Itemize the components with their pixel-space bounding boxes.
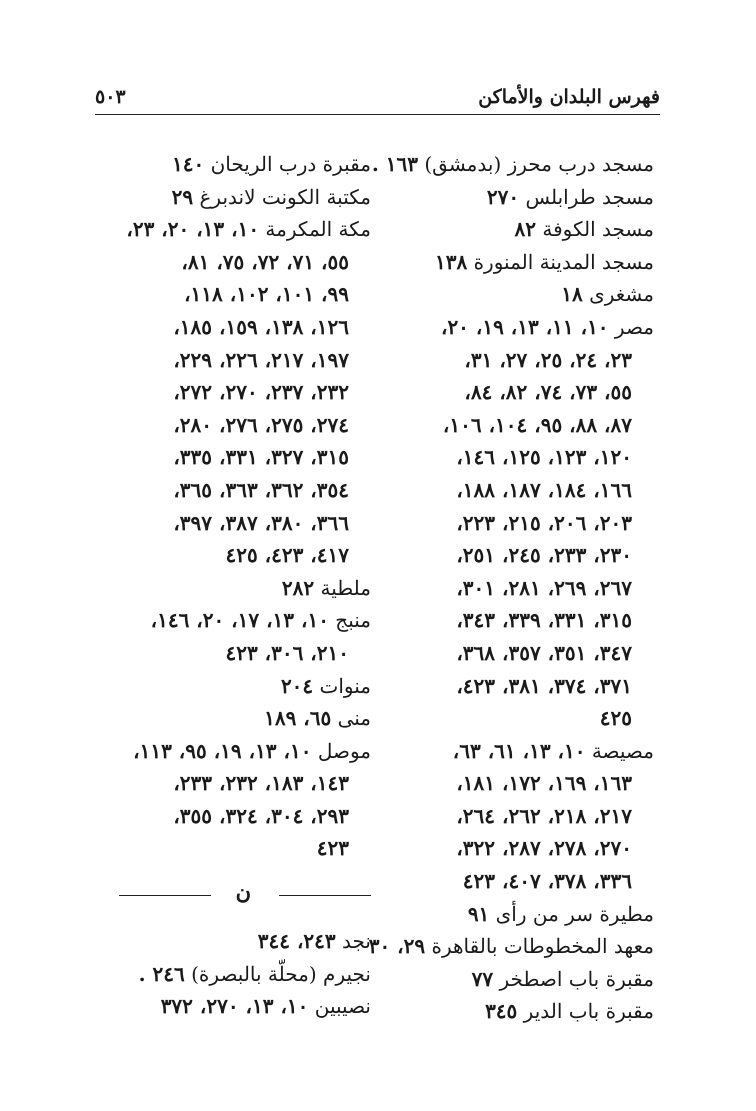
entry-page-numbers: ٢٠٤ [280,673,314,698]
index-entry [101,311,371,344]
entry-term: مسجد الكوفة [542,217,654,242]
index-entry [101,539,371,572]
index-entry [379,311,654,344]
entry-page-numbers: ١٤٣، ١٨٣، ٢٣٢، ٢٣٣، [173,771,349,796]
index-entry [379,507,654,540]
index-entry [101,213,371,246]
entry-page-numbers: ١٠، ١٣، ١٩، ٩٥، ١١٣، [133,738,312,763]
index-entry [101,670,371,703]
index-entry [101,637,371,670]
entry-page-numbers: ٢٧٠ [486,184,520,209]
entry-page-numbers: ٢٣٢، ٢٣٧، ٢٧٠، ٢٧٢، [173,380,349,405]
index-entry [101,735,371,768]
entry-page-numbers: ٢٩ [171,184,194,209]
index-entry [379,670,654,703]
index-entry [379,604,654,637]
entry-page-numbers: ١٠، ١٣، ٢٠، ٢٣، [126,217,260,242]
entry-page-numbers: ٢١٧، ٢١٨، ٢٦٢، ٢٦٤، [456,803,632,828]
entry-term: مقبرة درب الريحان [210,152,371,176]
entry-page-numbers: ٢٩٣، ٣٠٤، ٣٢٤، ٣٥٥، [173,803,349,828]
entry-page-numbers: ٤١٧، ٤٢٣، ٤٢٥ [225,543,349,568]
index-entry [101,278,371,311]
entry-page-numbers: ٢٣٠، ٢٣٣، ٢٤٥، ٢٥١، [456,543,632,568]
running-title: فهرس البلدان والأماكن [478,86,660,108]
index-entry [379,344,654,377]
entry-term: مصيصة [591,738,654,763]
entry-term: ملطية [320,575,371,600]
index-entry [379,572,654,605]
entry-page-numbers: ٥٥، ٧١، ٧٢، ٧٥، ٨١، [181,249,349,274]
index-entry [379,409,654,442]
divider-rule [279,895,371,896]
entry-term: مقبرة باب اصطخر [499,966,654,991]
entry-page-numbers: ١٣٨ [434,249,468,274]
entry-page-numbers: ١٠، ١١، ١٣، ١٩، ٢٠، [440,314,609,339]
entry-page-numbers: ٩٩، ١٠١، ١٠٢، ١١٨، [184,282,349,307]
entry-page-numbers: ٢٣، ٢٤، ٢٥، ٢٧، ٣١، [464,347,632,372]
entry-page-numbers: ٢٠٣، ٢٠٦، ٢١٥، ٢٢٣، [456,510,632,535]
entry-term: مطيرة سر من رأى [495,901,654,926]
index-entry [379,181,654,214]
index-entry [101,925,371,958]
index-entry [379,637,654,670]
index-entry [379,441,654,474]
index-entry [379,832,654,865]
entry-page-numbers: ٩١ [467,901,490,926]
entry-page-numbers: ٢١٠، ٣٠٦، ٤٢٣ [225,640,349,665]
entry-page-numbers: ٨٢ [514,217,536,242]
index-entry [379,995,654,1028]
entry-term: مقبرة باب الدير [523,999,654,1024]
entry-page-numbers: ٤٢٥ [599,706,632,731]
index-entry [371,148,654,181]
entry-term: نجيرم (محلّة بالبصرة) [191,961,371,986]
entry-page-numbers: ٦٥، ١٨٩ [264,706,332,731]
entry-page-numbers: ١٩٧، ٢١٧، ٢٢٦، ٢٢٩، [173,347,349,372]
index-entry [379,963,654,996]
index-entry [379,213,654,246]
entry-page-numbers: ٣٥٤، ٣٦٢، ٣٦٣، ٣٦٥، [173,477,349,502]
entry-page-numbers: ٢٩، ٣٠ [368,934,426,959]
entry-page-numbers: ٣٦٦، ٣٨٠، ٣٨٧، ٣٩٧، [173,510,349,535]
entry-term: مكتبة الكونت لاندبرغ [199,184,371,209]
entry-page-numbers: ١٤٠ [171,152,205,176]
entry-term: منى [337,706,371,731]
section-divider [101,865,371,925]
index-entry [101,990,371,1023]
index-entry [101,441,371,474]
index-entry [101,181,371,214]
index-entries-meem [101,148,371,865]
section-letter: ن [235,879,251,905]
index-entry [101,246,371,279]
entry-page-numbers: ٢٨٢ [281,575,315,600]
entry-page-numbers: ٨٧، ٨٨، ٩٥، ١٠٤، ١٠٦، [442,412,632,437]
index-entry [101,572,371,605]
index-entry [101,800,371,833]
index-entry [101,832,371,865]
entry-page-numbers: ٤٢٣ [316,836,349,861]
entry-term: موصل [317,738,371,763]
entry-page-numbers: ١٦٦، ١٨٤، ١٨٧، ١٨٨، [456,477,632,502]
entry-page-numbers: ٢٧٤، ٢٧٥، ٢٧٦، ٢٨٠، [173,412,349,437]
index-entry [101,474,371,507]
entry-page-numbers: ٣٤٥ [485,999,518,1024]
index-entry [379,767,654,800]
index-column-right [368,148,654,1028]
page-number: ٥٠٣ [95,86,126,108]
entry-page-numbers: ٣٧١، ٣٧٤، ٣٨١، ٤٢٣، [456,673,632,698]
entry-term: مصر [614,314,654,339]
entry-page-numbers: ١٠، ١٣، ٢٧٠، ٣٧٢ [160,994,309,1019]
entry-term: مكة المكرمة [265,217,371,242]
page-header [95,84,660,115]
index-entry [379,539,654,572]
entry-page-numbers: ١٦٣ . [371,152,418,176]
index-entry [101,604,371,637]
entry-page-numbers: ١٠، ١٣، ١٧، ٢٠، ١٤٦، [150,608,329,633]
index-entry [101,344,371,377]
entry-page-numbers: ١٢٠، ١٢٣، ١٢٥، ١٤٦، [456,445,632,470]
entry-term: مسجد المدينة المنورة [473,249,654,274]
index-entry [368,930,654,963]
index-column-left [101,148,371,1023]
index-entry [101,376,371,409]
entry-term: معهد المخطوطات بالقاهرة [431,934,654,959]
index-entry [101,507,371,540]
index-entry [379,246,654,279]
index-entry [101,409,371,442]
entry-page-numbers: ٢٤٦ . [138,961,185,986]
index-entry [101,702,371,735]
entry-page-numbers: ١٠، ١٣، ٦١، ٦٣، [452,738,586,763]
divider-rule [119,895,211,896]
index-entry [101,958,371,991]
index-entry [101,767,371,800]
entry-term: مسجد درب محرز (بدمشق) [424,152,654,176]
entry-term: منوات [319,673,371,698]
entry-page-numbers: ٣٣٦، ٣٧٨، ٤٠٧، ٤٢٣ [462,869,632,894]
entry-page-numbers: ٧٧ [471,966,494,991]
index-entry [379,898,654,931]
entry-page-numbers: ١٦٣، ١٦٩، ١٧٢، ١٨١، [456,771,632,796]
entry-page-numbers: ٢٦٧، ٢٦٩، ٢٨١، ٣٠١، [456,575,632,600]
entry-term: مشغرى [589,282,654,307]
entry-page-numbers: ١٨ [561,282,583,307]
index-entry [379,735,654,768]
entry-page-numbers: ٣١٥، ٣٣١، ٣٣٩، ٣٤٣، [456,608,632,633]
index-entry [379,800,654,833]
entry-page-numbers: ٣١٥، ٣٢٧، ٣٣١، ٣٣٥، [173,445,349,470]
index-entry [101,148,371,181]
index-entry [379,702,654,735]
entry-page-numbers: ١٢٦، ١٣٨، ١٥٩، ١٨٥، [173,314,349,339]
index-entry [379,474,654,507]
index-entries-noon [101,925,371,1023]
index-entry [379,865,654,898]
entry-page-numbers: ٢٧٠، ٢٧٨، ٢٨٧، ٣٢٢، [456,836,632,861]
entry-page-numbers: ٥٥، ٧٣، ٧٤، ٨٢، ٨٤، [464,380,632,405]
entry-term: مسجد طرابلس [525,184,654,209]
entry-page-numbers: ٣٤٧، ٣٥١، ٣٥٧، ٣٦٨، [456,640,632,665]
entry-term: نصيبين [314,994,371,1019]
index-entry [379,376,654,409]
entry-term: نجد [342,929,371,954]
entry-page-numbers: ٢٤٣، ٣٤٤ [257,929,336,954]
index-entry [379,278,654,311]
entry-term: منبج [335,608,371,633]
